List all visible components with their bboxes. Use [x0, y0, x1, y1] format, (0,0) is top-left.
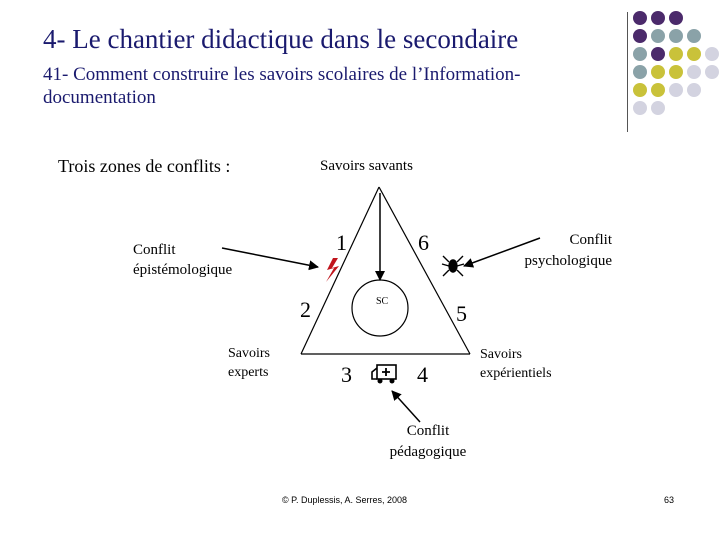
savoirs-experts-label: Savoirs experts: [228, 346, 270, 380]
spider-icon: [442, 256, 464, 276]
savoirs-savants-label: Savoirs savants: [320, 158, 413, 174]
slide-subtitle: 41- Comment construire les savoirs scolaires de l’Information-documentation: [43, 64, 521, 108]
zone-number-3: 3: [341, 362, 352, 387]
footer-credit: © P. Duplessis, A. Serres, 2008: [282, 495, 408, 505]
zone-number-2: 2: [300, 297, 311, 322]
lightning-icon: [326, 258, 339, 282]
zone-number-5: 5: [456, 301, 467, 326]
conflit-psychologique-label: Conflit psychologique: [524, 232, 612, 269]
page-number: 63: [664, 495, 675, 505]
savoirs-experientiels-label: Savoirs expérientiels: [480, 347, 552, 381]
zone-number-1: 1: [336, 230, 347, 255]
center-label: SC: [376, 296, 389, 307]
slide-title: 4- Le chantier didactique dans le secondaire: [43, 24, 519, 54]
zone-number-4: 4: [417, 362, 428, 387]
triangle-edge-left: [301, 187, 379, 354]
conflit-pedagogique-label: Conflit pédagogique: [389, 423, 467, 460]
conflit-epistemologique-label: Conflit épistémologique: [133, 242, 233, 278]
arrow-pedagogique: [392, 391, 420, 422]
intro-label: Trois zones de conflits :: [58, 156, 231, 176]
center-circle: [352, 280, 408, 336]
zone-number-6: 6: [418, 230, 429, 255]
ambulance-icon: [372, 365, 396, 384]
